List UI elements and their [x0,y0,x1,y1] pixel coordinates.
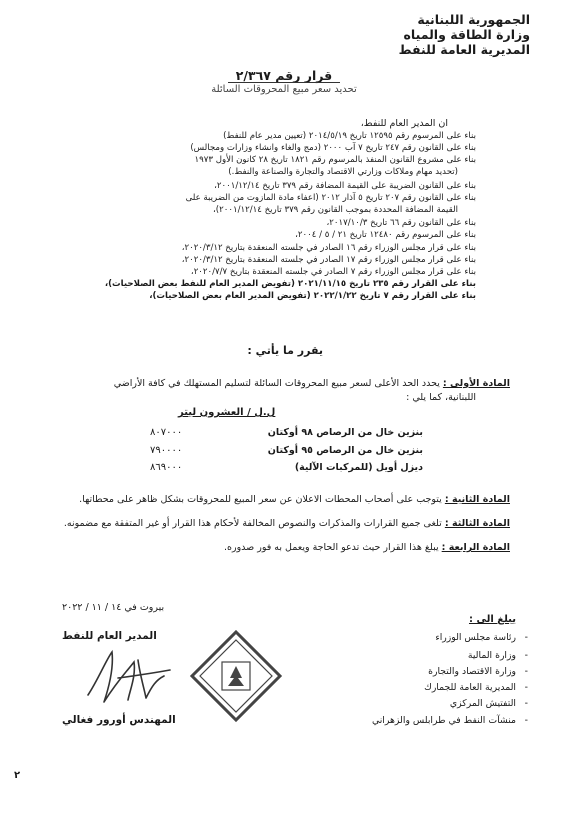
preamble-line: بناء على قرار مجلس الوزراء رقم ١٧ الصادر في جلسته المنعقدة بتاريخ ٢٠٢٠/٣/١٢، [181,255,476,265]
preamble-line: بناء على المرسوم رقم ١٢٥٩٥ تاريخ ٢٠١٤/٥/١٩ (تعيين مدير عام للنفط) [223,131,476,141]
list-bullet: - [524,698,528,709]
distribution-item: وزارة المالية [467,650,516,661]
distribution-item: رئاسة مجلس الوزراء [435,632,516,643]
header-directorate: المديرية العامة للنفط [398,42,530,57]
article-3 [64,518,510,529]
preamble-line: بناء على القانون الضريبة على القيمة المضافة رقم ٣٧٩ تاريخ ٢٠٠١/١٢/١٤، [214,181,476,191]
decision-subtitle: تحديد سعر مبيع المحروقات السائلة [211,84,357,95]
list-bullet: - [524,666,528,677]
header-ministry: وزارة الطاقة والمياه [403,27,530,42]
signatory-name: المهندس أورور فغالي [62,714,176,726]
preamble-line: بناء على مشروع القانون المنفذ بالمرسوم رقم ١٨٢١ تاريخ ٢٨ كانون الأول ١٩٧٣ [194,155,476,165]
product-price: ٧٩٠٠٠٠ [150,445,183,456]
product-name: بنزين خال من الرصاص ٩٨ أوكتان [267,427,423,438]
article-1-text-cont: اللبنانية، كما يلي : [406,392,476,403]
distribution-item: التفتيش المركزي [449,698,516,709]
preamble-line: بناء على قرار مجلس الوزراء رقم ١٦ الصادر في جلسته المنعقدة بتاريخ ٢٠٢٠/٣/١٢، [181,243,476,253]
list-bullet: - [524,632,528,643]
product-price: ٨٦٩٠٠٠ [150,462,183,473]
article-3-text: تلغى جميع القرارات والمذكرات والنصوص المخالفة لأحكام هذا القرار أو غير المتفقة مع مضمونه. [63,518,442,529]
distribution-item: المديرية العامة للجمارك [424,682,516,693]
list-bullet: - [524,682,528,693]
preamble-line: القيمة المضافة المحددة بموجب القانون رقم ٣٧٩ تاريخ ٢٠٠١/١٢/١٤)، [213,205,458,215]
product-price: ٨٠٧٠٠٠ [150,427,183,438]
article-2-label: المادة الثانية : [444,494,510,505]
header-republic: الجمهورية اللبنانية [417,12,530,27]
decides-heading: يقرر ما يأتي : [247,344,323,357]
list-bullet: - [524,715,528,726]
distribution-item: وزارة الاقتصاد والتجارة [428,666,516,677]
distribution-item: منشآت النفط في طرابلس والزهراني [371,715,516,726]
article-1-label: المادة الأولى : [442,378,510,389]
article-1-text: يحدد الحد الأعلى لسعر مبيع المحروقات السائلة لتسليم المستهلك في كافة الأراضي [113,378,440,389]
preamble-line: بناء على القانون رقم ٢٠٧ تاريخ ٥ آذار ٢٠١٢ (اعفاء مادة المازوت من الضريبة على [185,193,476,203]
article-1 [40,376,510,391]
article-4 [224,542,510,553]
title-underline [228,82,340,83]
preamble-line: (تحديد مهام وملاكات وزارتي الاقتصاد والتجارة والصناعة والنفط.) [228,167,458,177]
preamble-line: بناء على قرار مجلس الوزراء رقم ٧ الصادر في جلسته المنعقدة بتاريخ ٢٠٢٠/٧/٧، [190,267,476,277]
article-3-label: المادة الثالثة : [444,518,510,529]
preamble-line: بناء على القرار رقم ٧ تاريخ ٢٠٢٢/١/٢٢ (تفويض المدير العام بعض الصلاحيات)، [149,291,476,301]
handwritten-signature [78,640,178,710]
page-number: ٢ [14,770,21,781]
product-name: ديزل أويل (للمركبات الآلية) [294,462,423,473]
article-4-text: يبلغ هذا القرار حيث تدعو الحاجة ويعمل به فور صدوره. [223,542,439,553]
product-name: بنزين خال من الرصاص ٩٥ أوكتان [267,445,423,456]
article-2-text: يتوجب على أصحاب المحطات الاعلان عن سعر المبيع للمحروقات بشكل ظاهر على محطاتها. [79,494,442,505]
addressee: ان المدير العام للنفط، [360,118,448,129]
preamble-line: بناء على القانون رقم ٢٤٧ تاريخ ٧ آب ٢٠٠٠ (دمج والغاء وانشاء وزارات ومجالس) [190,143,476,153]
preamble-line: بناء على القرار رقم ٢٣٥ تاريخ ٢٠٢١/١١/١٥ (تفويض المدير العام للنفط بعض الصلاحيات)، [104,279,476,289]
article-2 [79,494,510,505]
list-bullet: - [524,650,528,661]
preamble-line: بناء على المرسوم رقم ١٢٤٨٠ تاريخ ٢١ / ٥ / ٢٠٠٤، [295,230,476,240]
unit-header: ل.ل / العشرون ليتر [178,407,276,418]
signatory-title: المدير العام للنفط [62,630,157,642]
article-4-label: المادة الرابعة : [441,542,510,553]
decision-title: قرار رقم ٢/٣٦٧ [235,68,333,83]
preamble-line: بناء على القانون رقم ٦٦ تاريخ ٢٠١٧/١٠/٣، [326,218,476,228]
issue-date: بيروت في ١٤ / ١١ / ٢٠٢٢ [62,602,165,613]
distribution-title: يبلغ الى : [468,614,516,625]
ministry-header [399,12,530,57]
official-seal [188,628,284,724]
